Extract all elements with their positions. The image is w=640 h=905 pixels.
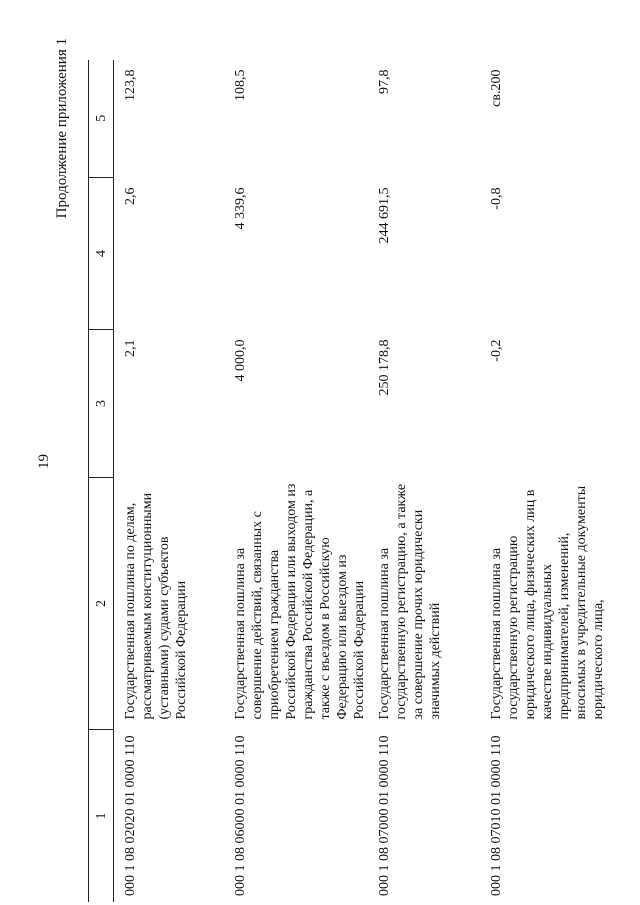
budget-code-cell: 000 1 08 07000 01 0000 110	[377, 735, 392, 896]
revenue-name-cell: Государственная пошлина за государственную регистрацию, а также за совершение прочих юридически значимых действий	[377, 483, 443, 720]
column-header: 2	[89, 478, 114, 730]
value-cell-col4: 244 691,5	[377, 187, 392, 244]
value-cell-col3: 250 178,8	[377, 339, 392, 396]
value-cell-col3: 2,1	[123, 339, 138, 358]
value-cell-col3: -0,2	[489, 339, 504, 362]
value-cell-col5: 123,8	[123, 69, 138, 102]
value-cell-col4: -0,8	[489, 187, 504, 210]
column-header: 1	[89, 730, 114, 902]
budget-code-cell: 000 1 08 02020 01 0000 110	[123, 735, 138, 896]
revenue-name-cell: Государственная пошлина по делам, рассматриваемым конституционными (уставными) судами субъектов Российской Федерации	[123, 492, 189, 720]
budget-code-cell: 000 1 08 06000 01 0000 110	[233, 735, 248, 896]
column-header: 4	[89, 178, 114, 330]
value-cell-col3: 4 000,0	[233, 339, 248, 382]
budget-code-cell: 000 1 08 07010 01 0000 110	[489, 735, 504, 896]
value-cell-col4: 4 339,6	[233, 187, 248, 230]
table-row	[480, 60, 640, 902]
table-header-row	[89, 60, 114, 902]
table-row	[224, 60, 368, 902]
budget-table	[88, 60, 640, 902]
column-header: 5	[89, 60, 114, 178]
value-cell-col5: 108,5	[233, 69, 248, 102]
continuation-title: Продолжение приложения 1	[54, 38, 70, 219]
revenue-name-cell: Государственная пошлина за государственную регистрацию юридического лица, физических лиц в качестве индивидуальных предпринимателей, изменений, вносимых в учредительные документы юридического лица,	[489, 485, 606, 720]
value-cell-col4: 2,6	[123, 187, 138, 206]
table-row	[368, 60, 480, 902]
value-cell-col5: св.200	[489, 69, 504, 107]
value-cell-col5: 97,8	[377, 69, 392, 95]
revenue-name-cell: Государственная пошлина за совершение действий, связанных с приобретением гражданства Российской Федерации или выходом из гражданства Российской Федерации, а также с въездом в Российскую Федерацию или выездом из Российской Федерации	[233, 483, 367, 720]
table-row	[114, 60, 225, 902]
page-number: 19	[36, 454, 52, 469]
column-header: 3	[89, 330, 114, 478]
